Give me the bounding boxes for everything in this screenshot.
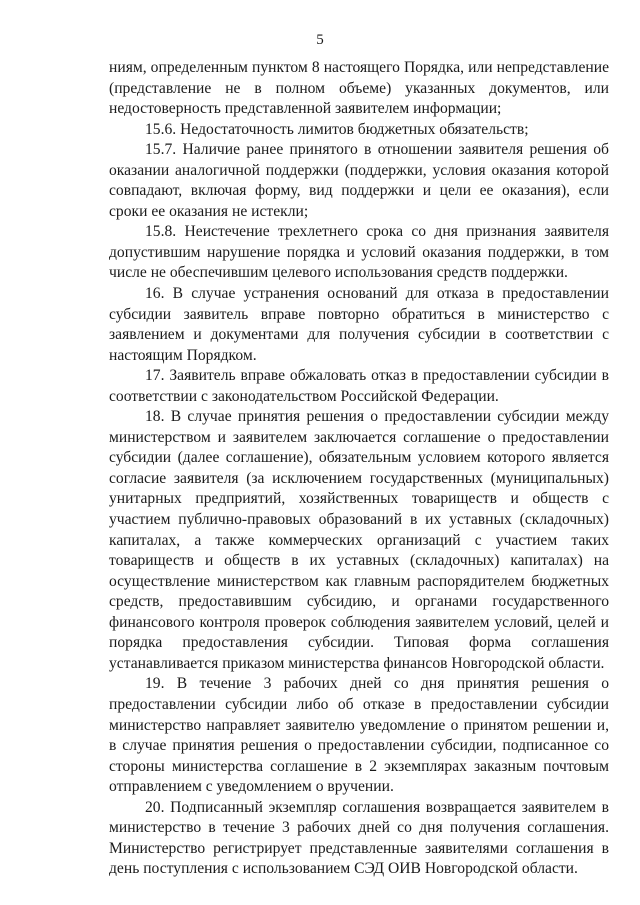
paragraph-20: 20. Подписанный экземпляр соглашения возвращается заявителем в министерство в течение 3 рабочих дней со дня получения соглашения. Министерство регистрирует представленные заявителями соглашения в день поступления с использованием СЭД ОИВ Новгородской области. [109,798,609,878]
paragraph-15-5-continuation: ниям, определенным пунктом 8 настоящего Порядка, или непредставление (представление не в полном объеме) указанных документов, или недостоверность представленной заявителем информации; [109,59,609,118]
paragraph-15-8: 15.8. Неистечение трехлетнего срока со дня признания заявителя допустившим нарушение порядка и условий оказания поддержки, в том числе не обеспечившим целевого использования средств поддержки. [109,223,609,282]
paragraph-15-7: 15.7. Наличие ранее принятого в отношении заявителя решения об оказании аналогичной поддержки (поддержки, условия оказания которой совпадают, включая форму, вид поддержки и цели ее оказания), если сроки ее оказания не истекли; [109,141,609,220]
paragraph-15-6: 15.6. Недостаточность лимитов бюджетных обязательств; [145,120,529,138]
document-body [109,58,609,880]
paragraph-19: 19. В течение 3 рабочих дней со дня принятия решения о предоставлении субсидии либо об отказе в предоставлении субсидии министерство направляет заявителю уведомление о принятом решении и, в случае принятия решения о предоставлении субсидии, подписанное со стороны министерства соглашение в 2 экземплярах заказным почтовым отправлением с уведомлением о вручении. [109,675,609,796]
paragraph-18: 18. В случае принятия решения о предоставлении субсидии между министерством и заявителем заключается соглашение о предоставлении субсидии (далее соглашение), обязательным условием которого является согласие заявителя (за исключением государственных (муниципальных) унитарных предприятий, хозяйственных товариществ и обществ с участием публично-правовых образований в их уставных (складочных) капиталах, а также коммерческих организаций с участием таких товариществ и обществ в их уставных (складочных) капиталах) на осуществление министерством как главным распорядителем бюджетных средств, предоставившим субсидию, и органами государственного финансового контроля проверок соблюдения заявителем условий, целей и порядка предоставления субсидии. Типовая форма соглашения устанавливается приказом министерства финансов Новгородской области. [109,408,609,672]
paragraph-16: 16. В случае устранения оснований для отказа в предоставлении субсидии заявитель вправе повторно обратиться в министерство с заявлением и документами для получения субсидии в соответствии с настоящим Порядком. [109,285,609,364]
page-number: 5 [316,32,324,48]
paragraph-17: 17. Заявитель вправе обжаловать отказ в предоставлении субсидии в соответствии с законодательством Российской Федерации. [109,367,609,405]
